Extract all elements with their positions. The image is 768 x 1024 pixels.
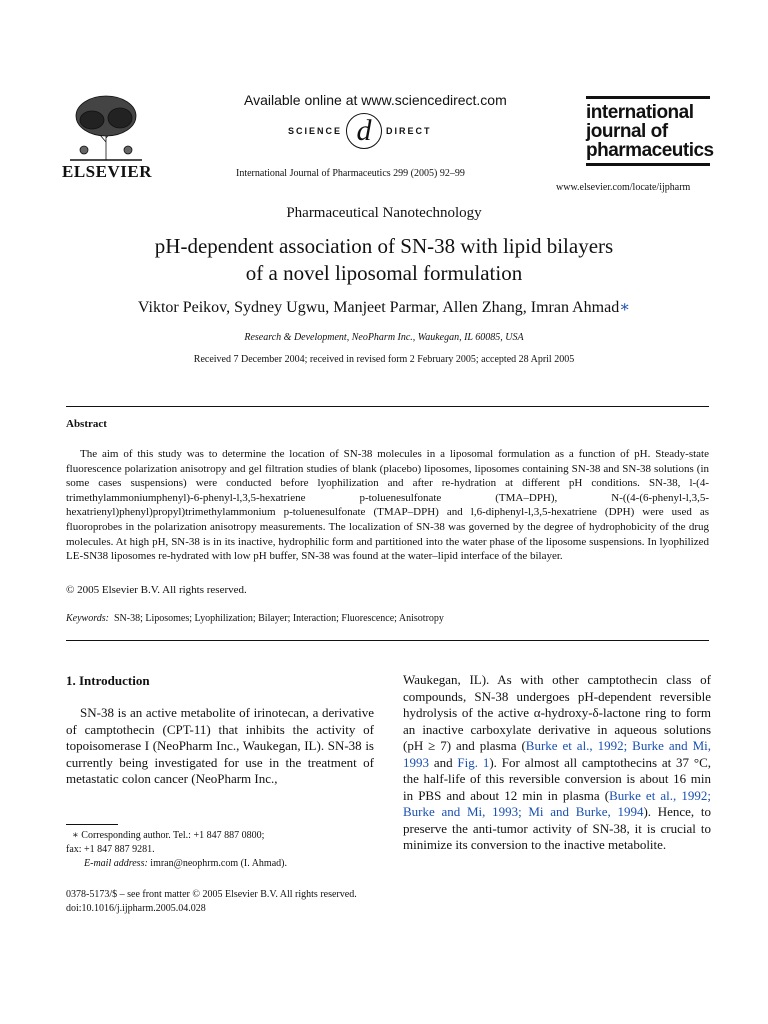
sd-d-icon: d (346, 113, 382, 149)
article-dates: Received 7 December 2004; received in revised form 2 February 2005; accepted 28 April 2005 (193, 354, 575, 365)
intro-col2-text-b: and (429, 754, 458, 770)
keywords (66, 613, 444, 624)
publisher-name: ELSEVIER (62, 162, 152, 181)
available-online-text: Available online at www.sciencedirect.com (244, 92, 507, 108)
footnote (66, 829, 287, 871)
ref-link-burke-mi[interactable]: Burke et al., 1992; Burke and Mi, 1993; Mi and Burke, 1994 (403, 787, 711, 819)
keywords-label: Keywords: (66, 613, 109, 624)
abstract-body: The aim of this study was to determine the location of SN-38 molecules in a liposomal formulation as a function of pH. Steady-state fluorescence polarization anisotropy and gel filtration studies of blank (placebo) liposomes, liposomes containing SN-38 and SN-38 solutions (in some cases suspensions) were conducted before lyophilization and after re-hydration at different pH conditions. SN-38, l-(4-trimethylammoniumphenyl)-6-phenyl-l,3,5-hexatriene p-toluenesulfonate (TMA–DPH), N-((4-(6-phenyl-l,3,5-hexatrienyl)phenyl)propyl)trimethylammonium p-toluenesulfonate (TMAP–DPH) and l,6-diphenyl-l,3,5-hexatriene (DPH) were used as fluoroprobes in the polarization anisotropy measurements. The localization of SN-38 was governed by the degree of hydrophobicity of the drug molecules. At high pH, SN-38 is in its inactive, hydrophilic form and partitioned into the water phase of the liposome suspensions. In lyophilized LE-SN38 liposomes re-hydrated with low pH buffer, SN-38 was found at the water–lipid interface of the bilayer. (66, 448, 709, 563)
corresponding-author-link[interactable]: ∗ (619, 299, 631, 316)
title-line2: of a novel liposomal formulation (245, 261, 523, 285)
issn-block (66, 888, 357, 916)
intro-col2-text-a: Waukegan, IL). As with other camptothecin class of compounds, SN-38 undergoes pH-dependent reversible hydrolysis of the active α-hydroxy-δ-lactone ring to form an inactive carboxylate derivative in aqueous solutions (pH ≥ 7) and plasma ( (403, 672, 711, 753)
intro-heading: 1. Introduction (66, 673, 150, 688)
footnote-email-line (66, 857, 287, 871)
issn-line: 0378-5173/$ – see front matter © 2005 Elsevier B.V. All rights reserved. (66, 889, 357, 900)
author-list (60, 297, 708, 317)
journal-url-link[interactable]: www.elsevier.com/locate/ijpharm (556, 182, 691, 193)
intro-col1: SN-38 is an active metabolite of irinotecan, a derivative of camptothecin (CPT-11) that inhibits the activity of topoisomerase I (NeoPharm Inc., Waukegan, IL). SN-38 is currently being investigated for use in the treatment of metastatic colon cancer (NeoPharm Inc., (66, 705, 374, 786)
footnote-line2: fax: +1 847 887 9281. (66, 844, 155, 855)
email-label: E-mail address: (84, 858, 148, 869)
divider-bottom (66, 640, 709, 641)
intro-col2-text-c: ). For almost all camptothecins at 37 °C, the half-life of this reversible conversion is about 16 min in PBS and about 12 min in plasma ( (403, 754, 711, 803)
divider-top (66, 406, 709, 407)
affiliation: Research & Development, NeoPharm Inc., Waukegan, IL 60085, USA (244, 332, 524, 343)
footnote-rule (66, 824, 118, 825)
footnote-line1: ∗ Corresponding author. Tel.: +1 847 887 0800; (72, 830, 265, 841)
section-label: Pharmaceutical Nanotechnology (286, 205, 482, 221)
email-value[interactable]: imran@neophrm.com (I. Ahmad). (147, 858, 287, 869)
doi-line[interactable]: doi:10.1016/j.ijpharm.2005.04.028 (66, 903, 206, 914)
journal-name-line1: international (586, 102, 694, 123)
journal-name-line3: pharmaceutics (586, 141, 710, 166)
elsevier-tree-logo (64, 92, 148, 162)
abstract-copyright: © 2005 Elsevier B.V. All rights reserved. (66, 584, 247, 596)
keywords-list: SN-38; Liposomes; Lyophilization; Bilayer; Interaction; Fluorescence; Anisotropy (113, 613, 444, 624)
sd-right-text: DIRECT (386, 126, 432, 136)
abstract-heading: Abstract (66, 418, 107, 430)
ref-link-burke-1992[interactable]: Burke et al., 1992; Burke and Mi, 1993 (403, 738, 711, 770)
intro-col2 (403, 672, 711, 854)
journal-citation: International Journal of Pharmaceutics 299 (2005) 92–99 (236, 168, 465, 179)
journal-logo (586, 96, 714, 166)
journal-name-line2: journal of (586, 121, 668, 142)
sciencedirect-logo (288, 113, 432, 149)
authors-text: Viktor Peikov, Sydney Ugwu, Manjeet Parmar, Allen Zhang, Imran Ahmad (137, 299, 620, 316)
title-line1: pH-dependent association of SN-38 with lipid bilayers (154, 234, 614, 258)
article-title (60, 233, 708, 287)
intro-col2-text-d: ). Hence, to preserve the anti-tumor activity of SN-38, it is crucial to minimize its conversion to the inactive metabolite. (403, 804, 711, 852)
ref-link-fig1[interactable]: Fig. 1 (457, 754, 490, 770)
sd-left-text: SCIENCE (288, 126, 343, 136)
